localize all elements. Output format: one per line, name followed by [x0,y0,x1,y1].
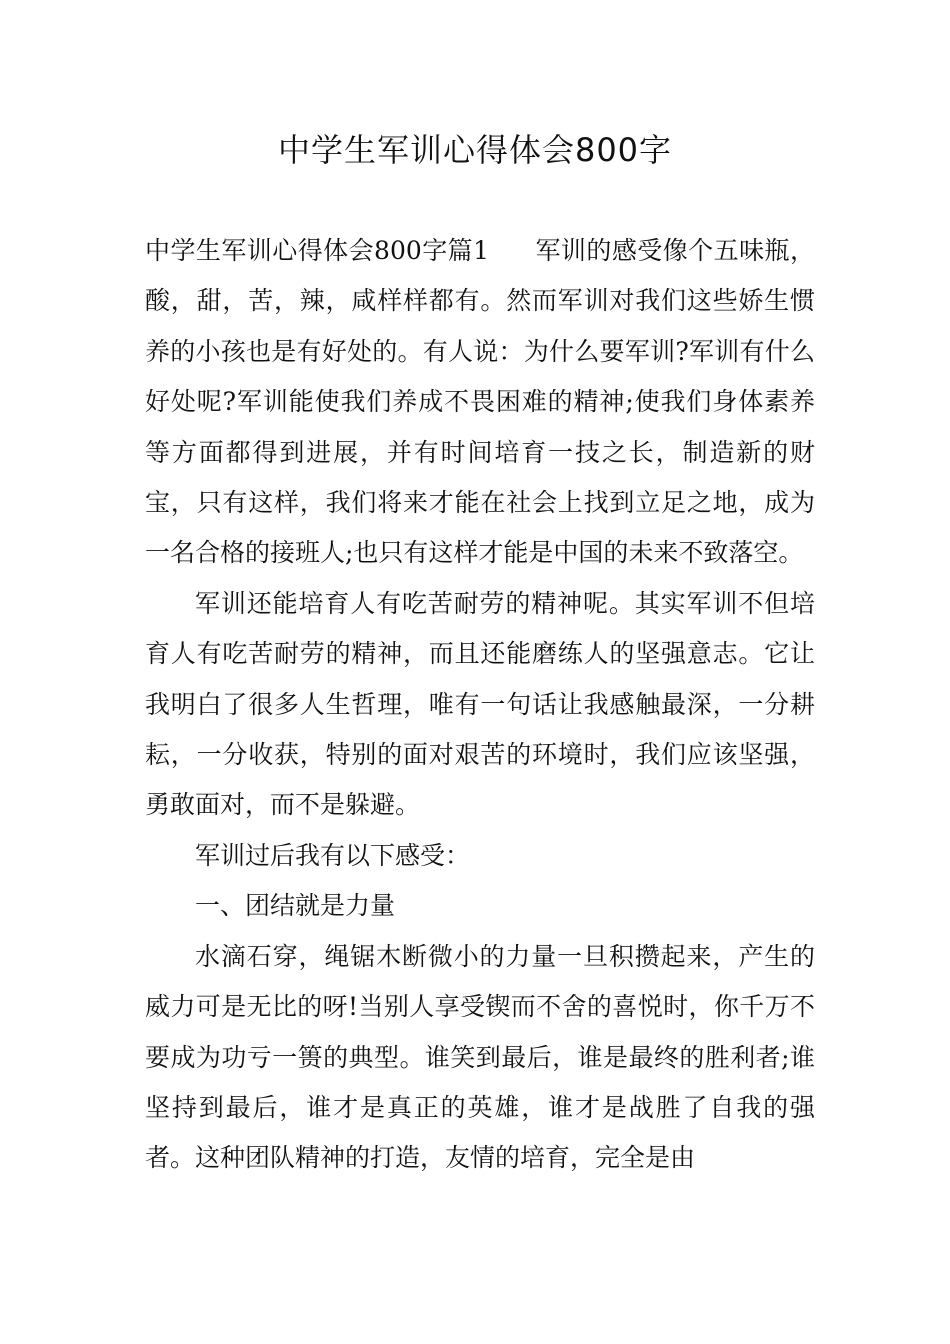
document-title: 中学生军训心得体会800字 [277,131,673,169]
paragraph-4: 一、团结就是力量 [195,891,396,921]
section-heading: 中学生军训心得体会800字篇1 [145,236,490,265]
paragraph-1 [145,226,815,579]
paragraph-5: 水滴石穿，绳锯木断微小的力量一旦积攒起来，产生的威力可是无比的呀!当别人享受锲而不舍的喜悦时，你千万不要成为功亏一篑的典型。谁笑到最后，谁是最终的胜利者;谁坚持到最后，谁才是真正的英雄，谁才是战胜了自我的强者。这种团队精神的打造，友情的培育，完全是由 [145,941,815,1173]
paragraph-1-text: 军训的感受像个五味瓶，酸，甜，苦，辣，咸样样都有。然而军训对我们这些娇生惯养的小孩也是有好处的。有人说：为什么要军训?军训有什么好处呢?军训能使我们养成不畏困难的精神;使我们身体素养等方面都得到进展，并有时间培育一技之长，制造新的财宝，只有这样，我们将来才能在社会上找到立足之地，成为一名合格的接班人;也只有这样才能是中国的未来不致落空。 [145,236,815,568]
paragraph-2: 军训还能培育人有吃苦耐劳的精神呢。其实军训不但培育人有吃苦耐劳的精神，而且还能磨练人的坚强意志。它让我明白了很多人生哲理，唯有一句话让我感触最深，一分耕耘，一分收获，特别的面对艰苦的环境时，我们应该坚强，勇敢面对，而不是躲避。 [145,588,815,820]
paragraph-3: 军训过后我有以下感受： [195,840,471,870]
document-body [145,226,815,1184]
